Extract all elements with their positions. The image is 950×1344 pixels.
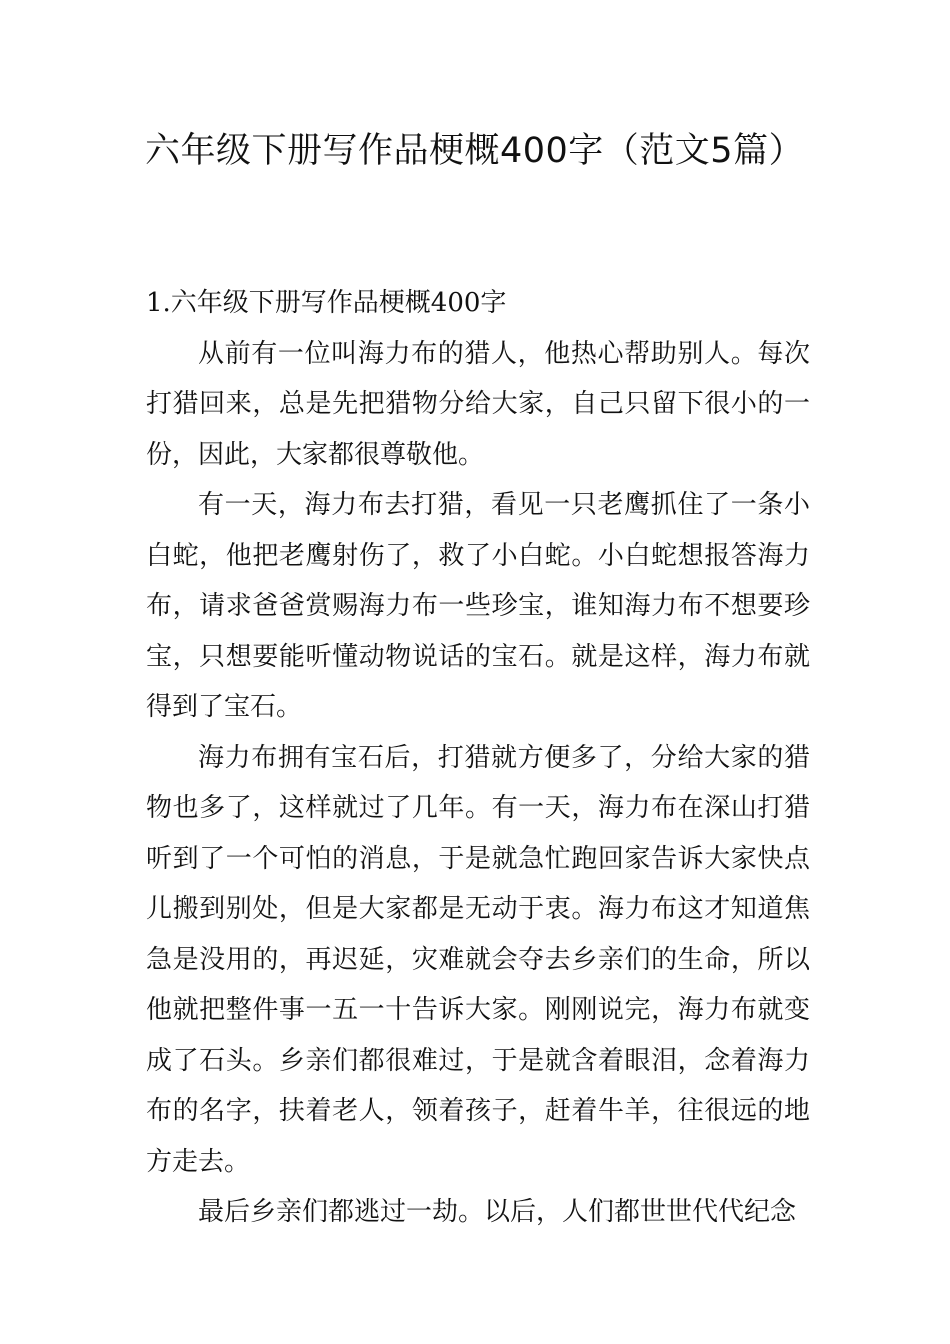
section-heading: 1.六年级下册写作品梗概400字 — [146, 288, 507, 318]
paragraph-1: 从前有一位叫海力布的猎人，他热心帮助别人。每次打猎回来，总是先把猎物分给大家，自己只留下很小的一份，因此，大家都很尊敬他。 — [146, 338, 810, 470]
paragraph-2: 有一天，海力布去打猎，看见一只老鹰抓住了一条小白蛇，他把老鹰射伤了，救了小白蛇。小白蛇想报答海力布，请求爸爸赏赐海力布一些珍宝，谁知海力布不想要珍宝，只想要能听懂动物说话的宝石。就是这样，海力布就得到了宝石。 — [146, 490, 810, 722]
paragraph-3: 海力布拥有宝石后，打猎就方便多了，分给大家的猎物也多了，这样就过了几年。有一天，海力布在深山打猎听到了一个可怕的消息，于是就急忙跑回家告诉大家快点儿搬到别处，但是大家都是无动于衷。海力布这才知道焦急是没用的，再迟延，灾难就会夺去乡亲们的生命，所以他就把整件事一五一十告诉大家。刚刚说完，海力布就变成了石头。乡亲们都很难过，于是就含着眼泪，念着海力布的名字，扶着老人，领着孩子，赶着牛羊，往很远的地方走去。 — [146, 742, 810, 1177]
paragraph-4: 最后乡亲们都逃过一劫。以后，人们都世世代代纪念 — [198, 1197, 797, 1227]
document-title: 六年级下册写作品梗概400字（范文5篇） — [145, 131, 805, 171]
document-body — [146, 278, 810, 1238]
